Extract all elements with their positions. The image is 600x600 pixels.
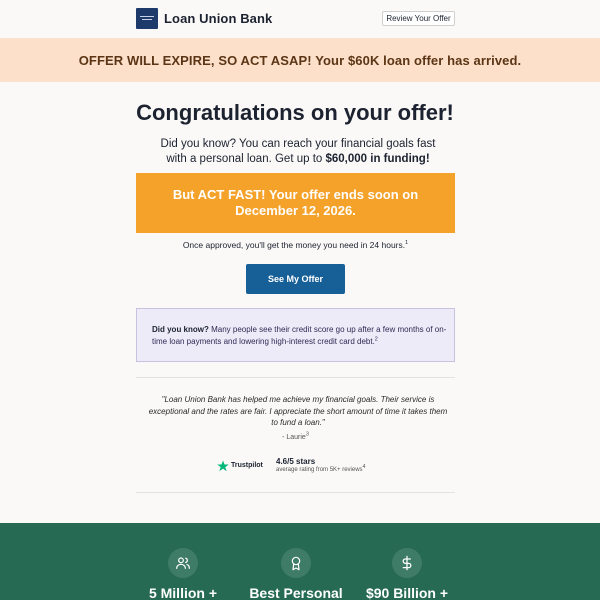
approval-note [136, 240, 455, 250]
trustpilot-star-icon [217, 460, 229, 472]
subtitle-text: Did you know? You can reach your financial goals fast with a personal loan. Get up to [160, 138, 436, 165]
page-title: Congratulations on your offer! [136, 100, 454, 125]
urgency-line2: December 12, 2026. [235, 203, 356, 218]
trustpilot-label[interactable]: Trustpilot [231, 462, 263, 469]
stat-customers: 5 Million + [148, 585, 218, 600]
did-you-know-body: Many people see their credit score go up after a few months of on-time loan payments and lowering high-interest credit card debt. [152, 325, 447, 346]
subtitle-amount: $60,000 in funding! [325, 153, 430, 165]
stat-best-personal: Best Personal [249, 585, 343, 600]
users-icon [168, 548, 198, 578]
testimonial-quote: "Loan Union Bank has helped me achieve my financial goals. Their service is exceptional and the rates are fair. I appreciate the short amount of time it takes them to fund a loan." [148, 395, 448, 427]
divider [136, 492, 455, 493]
footnote-3[interactable]: 3 [305, 431, 309, 438]
testimonial-author [136, 431, 455, 441]
trustpilot-rating: 4.6/5 stars [276, 457, 316, 466]
did-you-know-text [152, 324, 447, 348]
expiry-banner [0, 38, 600, 82]
stat-funded: $90 Billion + [365, 585, 449, 600]
review-offer-button[interactable]: Review Your Offer [382, 11, 455, 26]
footnote-2[interactable]: 2 [374, 336, 378, 343]
dollar-icon [392, 548, 422, 578]
banner-text: OFFER WILL EXPIRE, SO ACT ASAP! Your $60K loan offer has arrived. [78, 53, 522, 68]
did-you-know-heading: Did you know? [152, 325, 209, 334]
footnote-1[interactable]: 1 [405, 240, 409, 247]
rating-sub-text: average rating from 5K+ reviews [276, 467, 363, 473]
trustpilot-rating-sub [276, 464, 366, 473]
did-you-know-box [136, 308, 455, 362]
award-icon [281, 548, 311, 578]
author-name: - Laurie [282, 434, 306, 441]
footnote-4[interactable]: 4 [362, 464, 366, 470]
urgency-line1: But ACT FAST! Your offer ends soon on [172, 187, 419, 202]
approval-text: Once approved, you'll get the money you need in 24 hours. [182, 240, 406, 250]
see-my-offer-button[interactable]: See My Offer [246, 264, 345, 294]
bank-logo-icon[interactable] [136, 8, 158, 29]
urgency-box [136, 173, 455, 233]
stats-footer [0, 523, 600, 600]
urgency-text [146, 187, 445, 219]
divider [136, 377, 455, 378]
site-header [0, 0, 600, 38]
brand-name[interactable]: Loan Union Bank [164, 11, 273, 26]
hero-subtitle [150, 137, 446, 167]
